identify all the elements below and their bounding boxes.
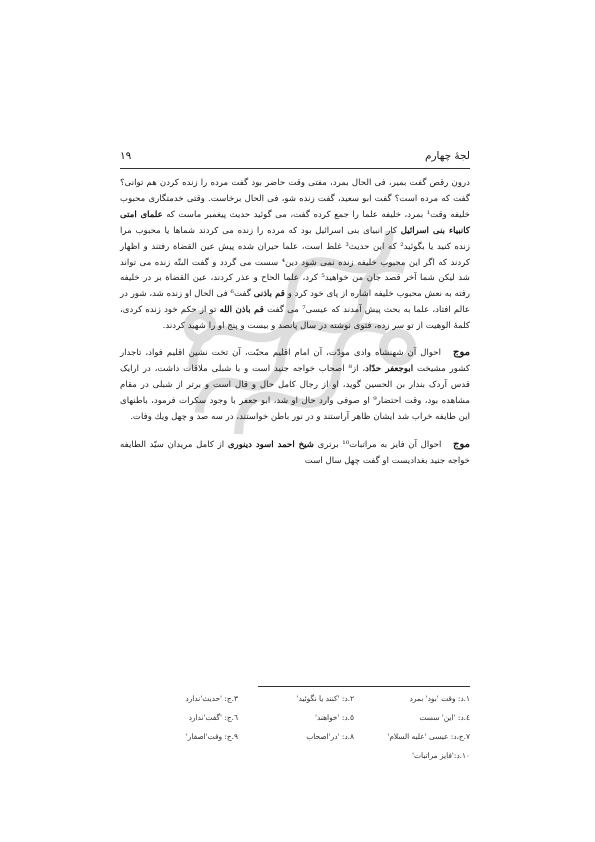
text-line: گفت البتّه زنده می تواند شد لیکن شما آخر قصد جان من خواهید⁵ کرد، علما — [120, 257, 470, 284]
footnote-row — [120, 751, 470, 770]
footnote-row — [120, 732, 470, 751]
footnote: ٥.د: 'خواهند' — [315, 713, 354, 722]
section-heading: موج — [453, 438, 471, 450]
text-line: کلمهٔ الوهیت از تو سر زده، فتوی نوشته در سال پانصد و بیست و پنج او را شهید — [187, 321, 470, 332]
chapter-title: لجهٔ چهارم — [424, 150, 470, 162]
page-number: ١٩ — [120, 150, 132, 162]
header-rule — [120, 168, 470, 169]
text-line: صوفی وارد حال او شد، ابو جعفر با وجود سکرات فرمود، باطنهای این طایفه خراب — [120, 395, 470, 422]
text-line: کار — [386, 225, 398, 236]
text-line: بحث پیش آمدند که عیسی⁷ می گفت — [267, 305, 401, 316]
text-line: کردن هم توانی؟ گفت که مرده است؟ گفت ابو سعید، گفت زنده شو، فی الحال — [120, 178, 470, 204]
text-line: یا بگوئید² که این حدیث³ غلط است، علما حیران شده پیش عین القضاة رفتند و — [143, 241, 434, 252]
text-line: اقلیم فواد، تاجدار کشور مشیخت — [120, 348, 471, 374]
footnote: ٩.ج: وقت'اصفار' — [185, 732, 238, 741]
paragraph-1 — [120, 176, 470, 335]
bold-name: شیخ احمد اسود دینوری — [227, 439, 314, 450]
footnote: ١.د: وقت 'بود' بمرد — [409, 694, 470, 703]
text-line: تو از حکم خود زنده کردی، — [120, 305, 217, 316]
text-line: شد ایشان ظاهر آراستند و در نور باطن خواستند، در سه صد و چهل ویك وفات. — [130, 411, 410, 422]
text-line: احوال آن شهنشاه وادی مودّت، آن امام اقلیم محبّت، آن تخت نشین — [188, 348, 441, 359]
footnote-rule — [258, 686, 470, 687]
text-line: از کامل — [196, 439, 225, 450]
footnote: ٤.د: 'این' سست — [419, 713, 470, 722]
footnote: ٨.د: 'در'اصحاب — [306, 732, 354, 741]
text-line: گفت⁶ فی الحال او زنده شد، شور در عالم افتاد، علما به — [120, 289, 470, 316]
text-line: درون رقص گفت بمیر، فی الحال بمرد، مفتی وقت حاضر بود گفت مرده را زنده — [182, 178, 470, 188]
footnote: ١٠.د:'فایز مراتبات' — [411, 751, 470, 760]
text-line: با شبلی ملاقات داشت، در ارایک قدس آردک بندار بن الحسین گوید، او از رجال — [120, 363, 470, 390]
footnote: ٢.د: 'کنند یا نگوئید' — [296, 694, 354, 703]
footnotes — [120, 694, 470, 770]
bold-quote: قم باذن الله — [219, 305, 264, 316]
text-line: مریدان سیّد الطایفه خواجه جنید بغدادیست او گفت چهل سال است — [120, 439, 470, 466]
paragraph-2 — [120, 345, 470, 426]
text-line: اظهار کردند که اگر این محبوب خلیفه زنده نمی شود دین⁴ سست می گردد و — [120, 241, 471, 268]
text-line: الحاح و عذر کردند، عین القضاة بر در خلیفه رفته به نعش محبوب خلیفه اشاره از — [120, 273, 471, 300]
text-line: برخاست. وقتی خدمتگاری محبوب خلیفه وقت¹ بمرد، خلیفه علما را جمع کرده — [120, 193, 470, 220]
footnote-row — [120, 694, 470, 713]
text-line: ، از⁸ اصحاب خواجه جنید است و — [244, 363, 366, 374]
bold-name: ابوجعفر حدّاد — [365, 363, 414, 374]
footnote-row — [120, 713, 470, 732]
text-line: گفت، می گوئید حدیث پیغمبر ماست که — [166, 209, 310, 220]
bold-quote: علمای امتی کانبیاء بنی اسرائیل — [120, 209, 470, 236]
text-line: کامل حال و قال است و برتر از شبلی در مقام مشاهده بود، وقت احتضار⁹ او — [120, 379, 471, 406]
page-header — [120, 150, 470, 166]
text-line: کردند. — [162, 321, 185, 332]
text-line: انبیای بنی اسرائیل بود که مرده را زنده می کردند شماها یا محبوب مرا زنده کنید — [120, 225, 470, 252]
footnote: ٧.ج،د: عیسی 'علیه السلام' — [387, 732, 470, 741]
paragraph-3 — [120, 437, 470, 470]
body-text — [120, 176, 470, 469]
footnote: ٣.ج: 'حدیث'ندارد — [185, 694, 238, 703]
text-line: پای خود کرد و — [287, 289, 339, 300]
text-line: احوال آن فایز به مراتبات¹⁰ برتری — [317, 439, 442, 450]
section-heading: موج — [453, 347, 470, 359]
bold-quote: قم باذنی — [253, 289, 285, 300]
footnote: ٦.ج: 'گفت'ندارد — [188, 713, 238, 722]
